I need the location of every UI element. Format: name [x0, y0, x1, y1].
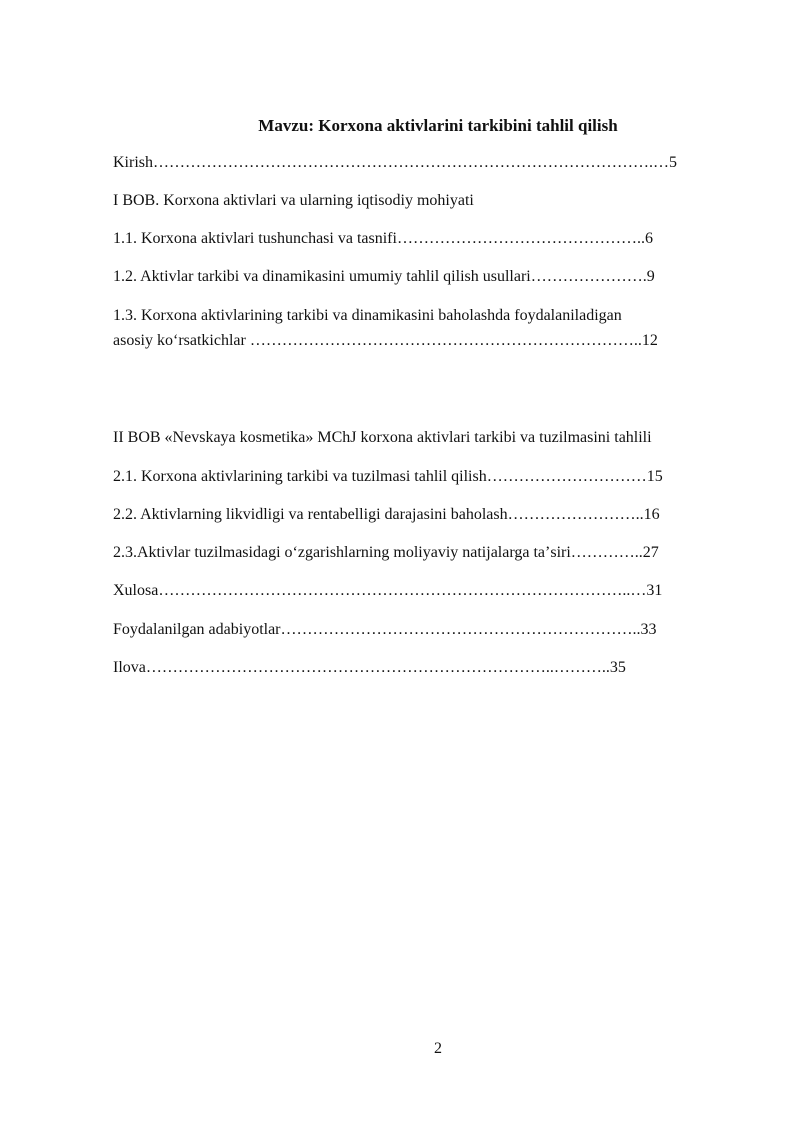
toc-entry-1-3-cont: asosiy koʻrsatkichlar ………………………………………………………………..12	[113, 332, 658, 349]
document-title: Mavzu: Korxona aktivlarini tarkibini tahlil qilish	[258, 116, 618, 135]
toc-entry-xulosa: Xulosa……………………………………………………………………………..…31	[113, 582, 663, 599]
toc-chapter-2: II BOB «Nevskaya kosmetika» MChJ korxona aktivlari tarkibi va tuzilmasini tahlili	[113, 429, 652, 446]
toc-entry-ilova: Ilova…………………………………………………………………..………..35	[113, 659, 626, 676]
toc-entry-1-2: 1.2. Aktivlar tarkibi va dinamikasini umumiy tahlil qilish usullari………………….9	[113, 268, 655, 285]
toc-entry-2-1: 2.1. Korxona aktivlarining tarkibi va tuzilmasi tahlil qilish…………………………15	[113, 468, 663, 485]
toc-entry-2-2: 2.2. Aktivlarning likvidligi va rentabelligi darajasini baholash……………………..16	[113, 506, 660, 523]
toc-chapter-1: I BOB. Korxona aktivlari va ularning iqtisodiy mohiyati	[113, 192, 474, 209]
toc-entry-1-3: 1.3. Korxona aktivlarining tarkibi va dinamikasini baholashda foydalaniladigan	[113, 307, 622, 324]
toc-entry-1-1: 1.1. Korxona aktivlari tushunchasi va tasnifi………………………………………..6	[113, 230, 653, 247]
toc-entry-adabiyotlar: Foydalanilgan adabiyotlar…………………………………………………………..33	[113, 621, 657, 638]
page-number: 2	[434, 1040, 442, 1057]
toc-entry-2-3: 2.3.Aktivlar tuzilmasidagi oʻzgarishlarning moliyaviy natijalarga taʼsiri…………..27	[113, 544, 659, 561]
toc-entry-kirish: Kirish………………………………………………………………………………….…5	[113, 154, 677, 171]
